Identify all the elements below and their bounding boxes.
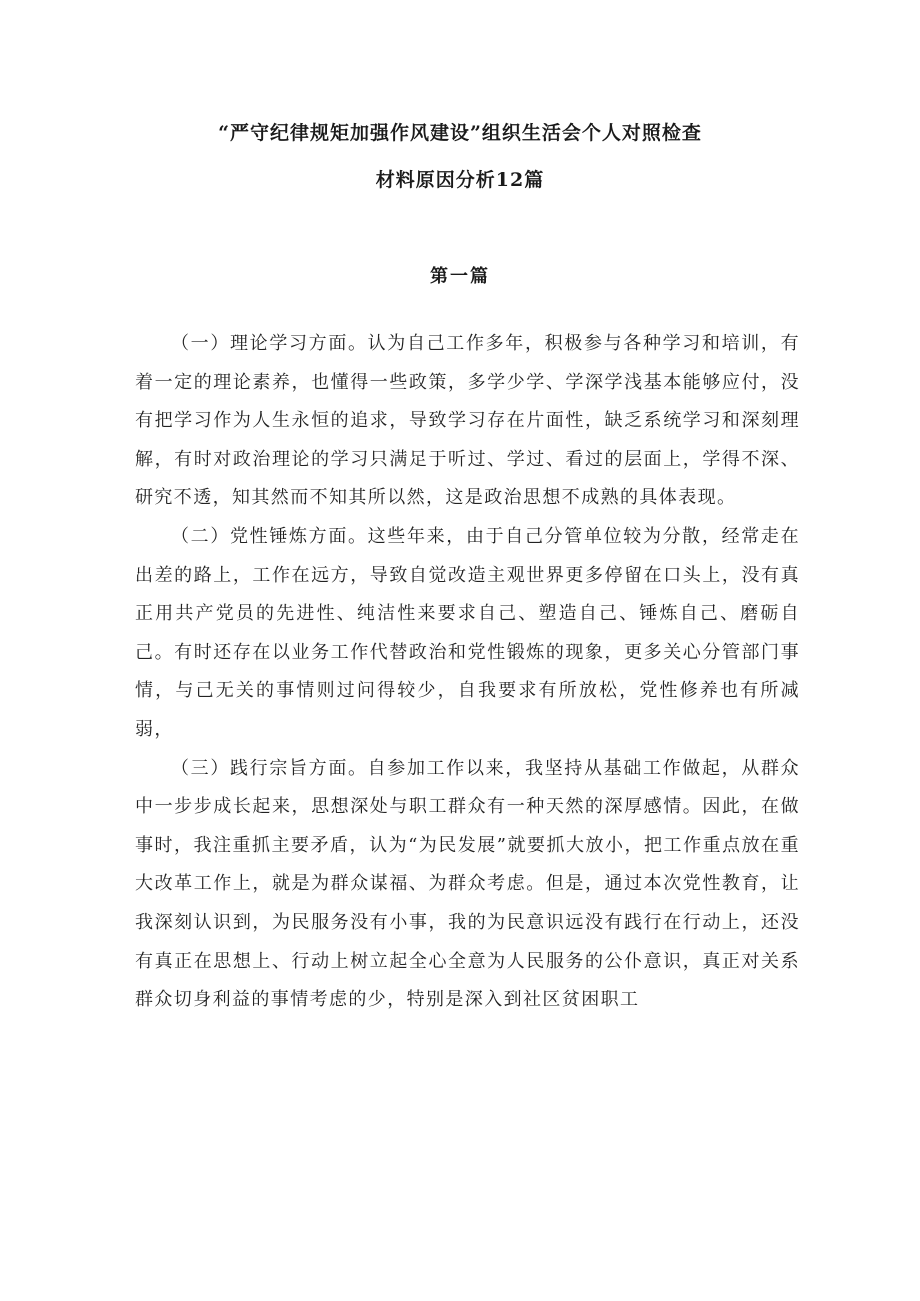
document-title-line-2: 材料原因分析12篇 [375,169,545,191]
paragraph-party-spirit: （二）党性锤炼方面。这些年来，由于自己分管单位较为分散，经常走在出差的路上，工作在远方，导致自觉改造主观世界更多停留在口头上，没有真正用共产党员的先进性、纯洁性来要求自己、塑造自己、锤炼自己、磨砺自己。有时还存在以业务工作代替政治和党性锻炼的现象，更多关心分管部门事情，与己无关的事情则过问得较少，自我要求有所放松，党性修养也有所减弱， [135,525,800,740]
paragraph-theory-study: （一）理论学习方面。认为自己工作多年，积极参与各种学习和培训，有着一定的理论素养，也懂得一些政策，多学少学、学深学浅基本能够应付，没有把学习作为人生永恒的追求，导致学习存在片面性，缺乏系统学习和深刻理解，有时对政治理论的学习只满足于听过、学过、看过的层面上，学得不深、研究不透，知其然而不知其所以然，这是政治思想不成熟的具体表现。 [135,333,800,509]
document-body [135,325,800,1020]
paragraph-practice-purpose: （三）践行宗旨方面。自参加工作以来，我坚持从基础工作做起，从群众中一步步成长起来，思想深处与职工群众有一种天然的深厚感情。因此，在做事时，我注重抓主要矛盾，认为“为民发展”就要抓大放小，把工作重点放在重大改革工作上，就是为群众谋福、为群众考虑。但是，通过本次党性教育，让我深刻认识到，为民服务没有小事，我的为民意识远没有践行在行动上，还没有真正在思想上、行动上树立起全心全意为人民服务的公仆意识，真正对关系群众切身利益的事情考虑的少，特别是深入到社区贫困职工 [135,757,800,1011]
document-title-line-1: “严守纪律规矩加强作风建设”组织生活会个人对照检查 [218,122,702,144]
section-heading: 第一篇 [430,266,490,287]
